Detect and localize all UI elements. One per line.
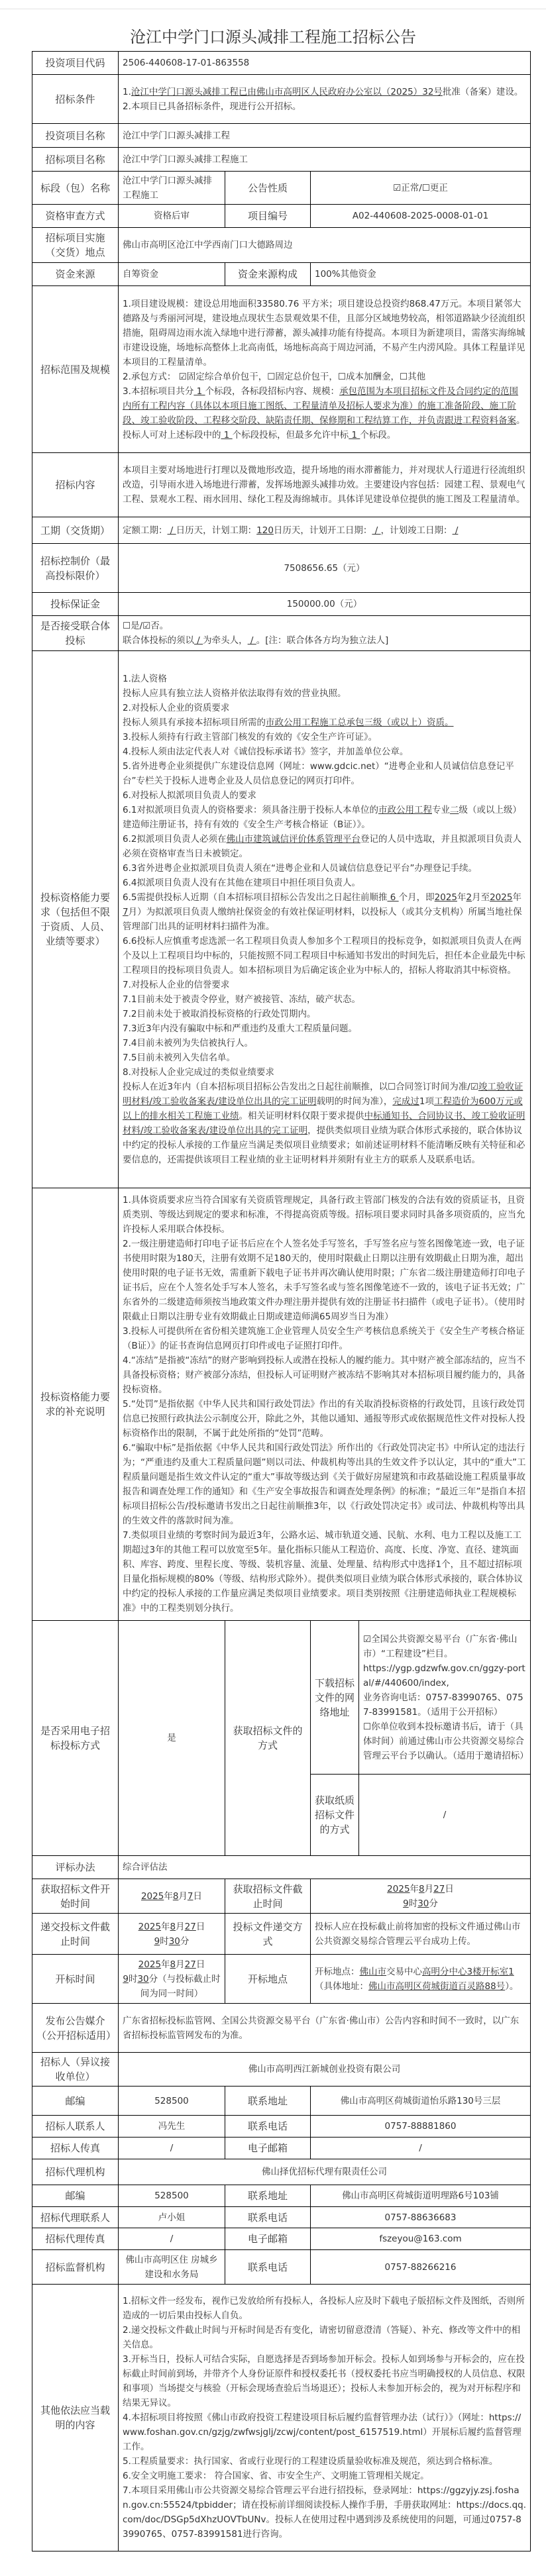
underlined-segment: 9 [123,1973,129,1984]
notice-type-checkboxes: ☑正常/☐更正 [311,172,531,205]
underlined-segment: 二 [449,805,459,815]
label: 投资项目名称 [32,124,119,148]
row-price [32,544,531,593]
text-segment: 。[注：联合体各方均为独立法人] [256,635,389,646]
line [315,1896,526,1911]
row-conditions [32,75,531,124]
paragraph: 3.投标人须持有行政主管部门核发的有效的《安全生产许可证》。 [123,732,378,743]
paragraph: 1.法人资格 [123,674,167,684]
underlined-segment: 1 [193,386,205,397]
value: 0757-88636683 [311,2207,531,2228]
opening-time [119,1955,225,2004]
paragraph [123,85,526,99]
text-segment: 日 [445,1883,454,1894]
label: 公告性质 [225,172,311,205]
email-link[interactable]: fszeyou@163.com [311,2228,531,2250]
paragraph: 1.招标文件一经发布，视作已发放给所有投标人，各投标人应及时下载电子版招标文件及图纸，否则所造成的一切后果由投标人自负。 [123,2296,525,2321]
value: 佛山市高明区荷城街道怡乐路130号三层 [311,2087,531,2116]
paragraph [123,715,526,730]
underlined-segment: 27 [184,1959,196,1970]
value: 佛山市高明区住 房城乡建设和水务局 [119,2250,225,2285]
label: 招标代理联系人 [32,2207,119,2228]
label: 联系电话 [225,2116,311,2138]
paragraph: 2.对投标人企业的资质要求 [123,703,230,713]
label: 电子邮箱 [225,2138,311,2159]
paragraph: 7.类似项目业绩的考察时间为最近3年，公路水运、城市轨道交通、民航、水利、电力工程以及施工工期超过3年的其他工程可以放宽至5年。量化指标只能从工程造价、高度、长度、净宽、直径、建筑面积、库容、跨度、里程长度、等级、装机容量、流量、处理量、结构形式中选择1个，且不超过招标项目量化指标规模的80%（等级、结构形式除外）。提供类似项目业绩为联合体形式承接的，联合体协议中约定的投标人承接的工作量应满足类似项目业绩要求。项目类别按照《注册建造师执业工程规模标准》中的工程类别划分执行。 [123,1530,523,1614]
paper-value: / [443,1810,447,1820]
row-media [32,2004,531,2053]
row-method [32,1856,531,1879]
label: 获取招标文件的方式 [225,1621,311,1856]
line [123,1889,221,1904]
paragraph: 6.“骗取中标”是指依据《中华人民共和国行政处罚法》所作出的《行政处罚决定书》中所认定的违法行为；“严重违约及重大工程质量问题”则以司法、仲裁机构等出具的生效文件予以认定，其中的“重大”工程质量问题是指生效文件认定的“重大”事故等级达到《关于做好房屋建筑和市政基础设施工程质量事故报告和调查处理工作的通知》和《生产安全事故报告和调查处理条例》的标准；“最近三年”是指自本招标项目招标公告/投标邀请书发出之日起往前顺推3年，以《行政处罚决定书》或司法、仲裁机构等出具的生效文件的落款时间为准。 [123,1443,526,1526]
underlined-segment: 8 [172,1890,179,1902]
label: 联系电话 [225,2250,311,2285]
text-segment: 年 [457,892,466,903]
label: 递交投标文件截止时间 [32,1914,119,1955]
underlined-segment: 佛山市建筑诚信评价体系管理平台 [226,834,360,845]
label: 招标内容 [32,453,119,517]
label: 资金来源构成 [225,263,311,286]
paragraph: 7.1目前未处于被责令停业，财产被接管、冻结，破产状态。 [123,994,360,1005]
paragraph [123,633,526,648]
label: 招标人（异议接收单位） [32,2053,119,2087]
start-date [119,1879,225,1914]
label: 投标保证金 [32,593,119,616]
underlined-segment: 市政公用工程 [378,805,432,815]
underlined-segment: 8 [419,1883,425,1894]
paragraph: 4.投标人须由法定代表人对《诚信投标承诺书》签字，并加盖单位公章。 [123,747,409,757]
value [119,517,531,544]
text-segment: 年 [410,1883,419,1894]
text-segment: 个标段。 [360,429,396,440]
row-qualification [32,651,531,1188]
value: 佛山择优招标代理有限责任公司 [119,2159,531,2185]
row-invest-name [32,124,531,148]
label: 电子邮箱 [225,2228,311,2250]
label: 联系地址 [225,2087,311,2116]
paragraph: https://ygp.gdzwfw.gov.cn/ggzy-portal/#/440600/index, [363,1663,525,1688]
text-segment: 。相关证明材料仅限于要求提供 [239,1111,364,1121]
value: 综合评估法 [119,1856,531,1879]
line [123,1957,221,1972]
text-segment: 月）为拟派项目负责人缴纳社保资金的有效社保证明材料，以投标人（或其分支机构）所属当地社保管理部门出具的证明材料扫描件为准。 [123,907,522,932]
underlined-segment: 高明分中心3楼开标室1 [422,1966,514,1977]
value: 沧江中学门口源头减排工程施工 [119,148,531,172]
text-segment: 投标人可对上述标段中的 [123,429,221,440]
underlined-segment: 27 [433,1883,445,1894]
value: 卢小姐 [119,2207,225,2228]
text-segment: 1. [123,86,131,97]
value [119,75,531,124]
underlined-segment: 佛山市 [359,1966,386,1977]
text-segment: 日 [193,1890,203,1902]
text-segment: 6.1对拟派项目负责人的资格要求：须具备注册于投标人本单位的 [123,805,378,815]
value: 佛山市高明区沧江中学西南门口大德路周边 [119,228,531,263]
underlined-segment: / [247,635,256,646]
text-segment: 1项 [419,1096,434,1107]
label: 标段（包）名称 [32,172,119,205]
row-funds [32,263,531,286]
underlined-segment: 竣工验收证明材料/竣工验收备案表/建设单位出具的完工证明 [123,1082,523,1107]
page-title: 沧江中学门口源头减排工程施工招标公告 [130,28,416,46]
paragraph: 1.具体资质要求应当符合国家有关资质管理规定，具备行政主管部门核发的合法有效的资质证书，且资质类别、等级达到规定的要求和标准，不得提高资质等级。招标项目要求同时具备多项资质的，应当允许投标人采用联合体投标。 [123,1195,525,1235]
text-segment: 分 [429,1898,438,1909]
text-segment: 6.5需提供投标人近期（自本招标项目招标公告发出之日起往前顺推 [123,892,388,903]
underlined-segment: 2025 [434,892,457,903]
row-location [32,228,531,263]
text-segment: 分 [180,1935,190,1947]
text-segment: 时 [160,1935,169,1947]
paragraph: 业务咨询电话：0757-83990765、0757-83991581。（适用于公开招标） [363,1692,523,1718]
paragraph: ☐是/☑否。 [123,621,169,631]
paragraph: 6.6投标人应慎重考虑选派一名工程项目负责人参加多个工程项目的投标竞争，如拟派项目负责人在两个及以上工程项目均中标的，只能按照不同工程项目中标通知书发出的时间先后，担任本企业最先中标工程项目的投标项目负责人。如本招标项目为后确定该企业为中标人的，招标人将取消其中标资格。 [123,936,525,976]
paragraph [123,1080,526,1167]
text-segment: 级（或以上级）建造师注册证书，持有有效的《安全生产考核合格证（B证）》。 [123,805,521,830]
text-segment: 专业 [431,805,450,815]
underlined-segment: 完成过 [392,1096,419,1107]
deadline [119,1914,225,1955]
text-segment: （具体地址： [315,1981,368,1992]
line [315,1882,526,1896]
label: 招标项目实施（交货）地点 [32,228,119,263]
underlined-segment: / [452,525,459,536]
underlined-segment: 2025 [138,1921,162,1932]
label: 邮编 [32,2087,119,2116]
underlined-segment: 8 [170,1959,176,1970]
row-section [32,172,531,205]
label: 开标地点 [225,1955,311,2004]
paragraph: 8.对投标人企业完成过的类似业绩要求 [123,1067,274,1078]
paragraph: 4.“冻结”是指被“冻结”的财产影响到投标人或潜在投标人的履约能力。其中财产被全部冻结的，应当不具备投标资格；财产被部分冻结，但投标人可证明财产被冻结不影响其对本招标项目履约能力的，具备投标资格。 [123,1355,525,1395]
row-submit [32,1914,531,1955]
label: 招标代理传真 [32,2228,119,2250]
underlined-segment: 中标通知书、合同协议书、竣工验收证明材料/竣工验收备案表/建设单位出具的完工证明 [123,1111,525,1136]
paragraph: 5.省外进粤企业须提供广东建设信息网（网址：www.gdcic.net）“进粤企业和人员诚信信息登记平台”专栏关于投标人进粤企业及人员信息登记的网页打印件。 [123,761,514,786]
paragraph: 4.本招标项目将按照《佛山市政府投资工程建设项目标后履约监督管理办法（试行）》（网址：https://www.foshan.gov.cn/gzjg/zwfwsjglj/zcwj/content/post_6157519.html）开展标后履约监督管理工作。 [123,2412,521,2452]
text-segment: ，计划竣工日期： [380,525,453,536]
underlined-segment: 30 [168,1935,180,1947]
tender-notice-table [32,51,531,2551]
value: 528500 [119,2185,225,2207]
value: 广东省招标投标监管网、全国公共资源交易平台（广东省·佛山市）公告内容和时间不一致时，以广东省招标投标监管网发布的为准。 [119,2004,531,2053]
text-segment: 定额工期： [123,525,168,536]
row-deposit [32,593,531,616]
value: 2506-440608-17-01-863558 [119,52,531,75]
opening-place [311,1955,531,2004]
paragraph [123,803,526,832]
row-agency-contact [32,2207,531,2228]
text-segment: 个标段投标，但最多允许中标 [232,429,349,440]
paragraph: 3.开标当日，投标人可结合实际，自愿选择是否到场参加开标会。投标人如到场参与开标会的，应在投标截止时间前到场，并带齐个人身份证原件和授权委托书（授权委托书应当明确授权的人员信息、权限和事项）当场提交与核验（开标会现场查验后当场退还）；投标人未参加开标会的，视为对开标程序和结果无异议。 [123,2354,525,2408]
row-agency-zip [32,2185,531,2207]
paragraph: 2.递交投标文件截止时间与开标时间是否有变化，请密切留意澄清（答疑）、补充、修改等文件中的相关信息。 [123,2325,521,2350]
label: 获取招标文件截止时间 [225,1879,311,1914]
paragraph: ☑全国公共资源交易平台（广东省·佛山市）“工程建设”栏目。 [363,1633,518,1659]
text-segment: 月至 [472,892,490,903]
underlined-segment: 8 [170,1921,176,1932]
underlined-segment: 30 [137,1973,149,1984]
line [123,1972,221,2001]
label: 邮编 [32,2185,119,2207]
value: 沧江中学门口源头减排工程施工 [119,172,225,205]
value [119,286,531,453]
text-segment: 分（与投标截止时间为同一时间） [140,1973,221,1999]
text-segment: 年 [161,1959,170,1970]
paragraph: 7.本项目采用佛山市公共资源交易综合管理云平台进行招投标，登录网址：https://ggzyjy.zsj.foshan.gov.cn:55524/tpbidder；请在投标前详细阅读投标人操作手册，手册获取网址：https://docs.qq.com/doc/DSGp5dXhzUOVTbUNv。投标人在使用过程中遇到涉及系统使用的问题，可通过0757-83990765、0757-83991581进行咨询。 [123,2485,527,2540]
paragraph: 7.5目前未被列入失信名单。 [123,1053,235,1063]
value: 自筹资金 [119,263,225,286]
paragraph: 6.安全文明施工要求： 符合国家、省、市安全生产、文明施工管理相关规定。 [123,2471,429,2481]
row-opening [32,1955,531,2004]
value: 是 [119,1621,225,1856]
paragraph: ☐你单位收到本投标邀请书后，请于（具体时间）前通过佛山市公共资源交易综合管理云平台予以确认。（适用于邀请招标） [363,1721,529,1761]
label: 获取招标文件开始时间 [32,1879,119,1914]
paragraph: 6.4拟派项目负责人没有在其他在建项目中担任项目负责人。 [123,878,360,888]
value [119,2285,531,2551]
label: 招标项目名称 [32,148,119,172]
label: 评标办法 [32,1856,119,1879]
underlined-segment: / [194,635,203,646]
label: 其他依法应当载明的内容 [32,2285,119,2551]
paragraph: 7.对投标人企业的信誉要求 [123,980,230,990]
underlined-segment: 27 [184,1921,196,1932]
underlined-segment: 9 [154,1935,160,1947]
text-segment: 批准（备案）建设。 [442,86,523,97]
paragraph: 5.工程质量要求：执行国家、省或行业现行的工程建设质量验收标准及规范，须达到合格标准。 [123,2456,498,2467]
row-tenderer-zip [32,2087,531,2116]
underlined-segment: 2025 [387,1883,410,1894]
underlined-segment: / [167,525,176,536]
value: 本项目主要对场地进行打理以及微地形改造，提升场地的雨水滞蓄能力，并对现状人行道进行径流组织改造，引导雨水进入场地进行滞蓄，发挥场地源头减排功效。主要建设内容包括：园建工程、景观电气工程、景观水工程、雨水回用、绿化工程及海绵城市。具体详见建设单位提供的施工图及工程量清单。 [119,453,531,517]
row-supervisor [32,2250,531,2285]
value: 0757-88881860 [311,2116,531,2138]
text-segment: ）。 [505,1981,519,1992]
row-period [32,517,531,544]
download-label: 下载招标文件的网络地址 [311,1621,359,1774]
text-segment: 登记的人员中选取，并且拟派项目负责人必须在资格审查当日未被锁定。 [123,834,521,859]
row-get-time [32,1879,531,1914]
label: 招标人传真 [32,2138,119,2159]
paragraph: 7.3近3年内没有骗取中标和严重违约及重大工程质量问题。 [123,1023,358,1034]
row-tender-name [32,148,531,172]
paragraph: 3.投标人可提供所在省份相关建筑施工企业管理人员安全生产考核信息系统关于《安全生产考核合格证（B证）》的证书查询信息网页打印件或电子证照打印件。 [123,1326,525,1351]
value: 150000.00（元） [119,593,531,616]
label: 工期（交货期） [32,517,119,544]
row-electronic [32,1621,531,1775]
text-segment: 日 [195,1959,205,1970]
underlined-segment: 1 [221,429,233,440]
label: 联系地址 [225,2185,311,2207]
underlined-segment: 7 [187,1890,193,1902]
text-segment: 年 [161,1921,170,1932]
value: 7508656.65（元） [119,544,531,593]
underlined-segment: 2 [466,892,472,903]
value: 0757-88266216 [311,2250,531,2285]
row-tenderer-contact [32,2116,531,2138]
text-segment: 交易中心 [386,1966,422,1977]
label: 招标监督机构 [32,2250,119,2285]
underlined-segment: 沧江中学门口源头减排工程已由佛山市高明区人民政府办公室以（2025）32号 [131,86,443,97]
paragraph [123,832,526,861]
row-content [32,453,531,517]
text-segment: 日历天，计划工期： [176,525,257,536]
underlined-segment: 2025 [490,892,513,903]
text-segment: 月 [176,1921,185,1932]
value: 528500 [119,2087,225,2116]
row-consortium [32,616,531,651]
underlined-segment: 9 [403,1898,409,1909]
text-segment: ，提供类似项目业绩为联合体形式承接的，联合体协议中约定的投标人承接的工作量应当满足类似项目业绩要求；如前述证明材料不能清晰反映有关特征和必要信息的，还需提供该项目工程业绩的业主证明材料并须附有业主方的联系人及联系电话。 [123,1125,525,1165]
value: / [311,2138,531,2159]
label: 开标时间 [32,1955,119,2004]
label: 联系电话 [225,2207,311,2228]
underlined-segment: 6 [387,892,399,903]
underlined-segment: / [372,525,381,536]
project-number: A02-440608-2025-0008-01-01 [311,205,531,228]
paragraph [123,523,526,538]
row-tenderer [32,2053,531,2087]
value: / [119,2228,225,2250]
row-code [32,52,531,75]
underlined-segment: 市政公用工程施工总承包三级（或以上）资质。 [266,717,454,728]
text-segment: 日历天，计划开工日期： [273,525,372,536]
text-segment: 开标地点： [315,1966,360,1977]
value [119,1188,531,1621]
text-segment: 月 [178,1890,188,1902]
paragraph: 7.2目前未处于被取消投标资格的行政处罚期内。 [123,1009,316,1019]
label: 发布公告媒介（公开招标适用） [32,2004,119,2053]
text-segment: 时 [128,1973,138,1984]
label: 投资项目代码 [32,52,119,75]
text-segment: 日 [195,1921,205,1932]
text-segment: 6.2拟派项目负责人必须在 [123,834,227,845]
underlined-segment: 工程造价为600万元或以上的排水相关工程施工业绩 [123,1096,523,1121]
label: 资金来源 [32,263,119,286]
paragraph: 6.对投标人拟派项目负责人的要求 [123,790,256,801]
value [119,651,531,1188]
row-scope [32,286,531,453]
line [315,1965,526,1994]
text-segment: 载明的时间为准）， [316,1096,393,1107]
paragraph: 5.“处罚”是指依据《中华人民共和国行政处罚法》作出的有关取消投标资格的行政处罚，且该行政处罚信息已按照行政执法公示制度公开，除此之外，其他以通知、通报等形式或依据规范性文件对投标人投标资格作出的限制，不属于此处所指的“处罚”范畴。 [123,1399,525,1439]
line [123,1934,221,1949]
value: 冯先生 [119,2116,225,2138]
underlined-segment: 1 [349,429,360,440]
text-segment: 联合体投标的须以 [123,635,194,646]
underlined-segment: 2025 [138,1959,162,1970]
underlined-segment: 2025 [140,1890,164,1902]
text-segment: 年 [164,1890,173,1902]
value: 佛山市高明西江新城创业投资有限公司 [119,2053,531,2087]
paragraph [123,384,526,428]
value: / [119,2138,225,2159]
text-segment: 个标段，各标段招标内容、规模： [205,386,340,397]
download-info [359,1621,530,1774]
paragraph [123,428,526,442]
row-agency [32,2159,531,2185]
text-segment: 投标人在近3年内（自本招标项目招标公告发出之日起往前顺推，以☐合同签订时间为准/☑ [123,1082,478,1092]
text-segment: 月 [176,1959,185,1970]
value [119,616,531,651]
line [123,1920,221,1934]
label: 招标控制价（最高投标限价） [32,544,119,593]
paragraph: 2.承包方式： ☑固定综合单价包干，☐固定总价包干，☐成本加酬金，☐其他 [123,371,426,382]
label: 投标文件递交方式 [225,1914,311,1955]
underlined-segment: 30 [417,1898,429,1909]
value: 佛山市高明区荷城街道明理路6号103铺 [311,2185,531,2207]
row-tenderer-fax [32,2138,531,2159]
text-segment: 为牵头人， [203,635,248,646]
paragraph: 6.3省外进粤企业拟派项目负责人须在“进粤企业和人员诚信信息登记平台”办理登记手续。 [123,863,477,874]
label: 投标资格能力要求的补充说明 [32,1188,119,1621]
paper-label: 获取纸质招标文件的方式 [311,1775,359,1855]
label: 是否采用电子招标投标方式 [32,1621,119,1856]
row-review [32,205,531,228]
label: 资格审查方式 [32,205,119,228]
paragraph: 2.一级注册建造师打印电子证书后应在个人签名处手写签名，手写签名应与签名图像笔迹一致，电子证书使用时限为180天，注册有效期不足180天的，使用时限截止日期以注册有效期截止日期为准，超出使用时限的电子证书无效，需重新下载电子证书并再次确认使用时限；广东省二级注册建造师打印电子证书后，应在个人签名处手写本人签名，未手写签名或与签名图像笔迹不一致的，该电子证书无效；广东省外的二级建造师须按当地政策文件办理注册并提供有效的注册证书扫描件（或电子证书）。（使用时限截止日期以注册专业有效期截止日期或建造师满65周岁当日为准） [123,1239,525,1322]
underlined-segment: 120 [256,525,274,536]
underlined-segment: 佛山市高明区荷城街道百灵路88号 [368,1981,506,1992]
value: 100%其他资金 [311,263,531,286]
label: 项目编号 [225,205,311,228]
label: 招标范围及规模 [32,286,119,453]
text-segment: 个月，即 [398,892,435,903]
value: 资格后审 [119,205,225,228]
text-segment: 。 [516,415,525,426]
paragraph: 投标人应具有独立法人资格并依法取得有效的营业执照。 [123,688,347,699]
paragraph: 1.项目建设规模：建设总用地面积33580.76 平方米；项目建设总投资约868.47万元。本项目紧邻大德路及与秀丽河河堤，建设地点现状生态景观效果不佳，且部分区域地势较高，相邻道路缺少径流组织措施，阻碍周边雨水流入绿地中进行滞蓄，源头减排功能有待提高。本项目为新建项目，需落实海绵城市建设设施，场地标高整体上北高南低，场地标高高于周边河涌，不易产生内涝风险。具体工程量详见本项目的工程量清单。 [123,298,525,368]
row-supplement [32,1188,531,1621]
label: 是否接受联合体投标 [32,616,119,651]
row-agency-fax [32,2228,531,2250]
label: 投标资格能力要求（包括但不限于资质、人员、业绩等要求） [32,651,119,1188]
label: 招标人联系人 [32,2116,119,2138]
text-segment: 月 [424,1883,434,1894]
text-segment: 投标人须具有承接本招标项目所需的 [123,717,266,728]
end-date [311,1879,531,1914]
text-segment: 年 [512,892,521,903]
value: 投标人应在投标截止前将加密的投标文件通过佛山市公共资源交易综合管理云平台成功上传。 [311,1914,531,1955]
underlined-segment: 承包范围为本项目招标文件及合同约定的范围内所有工程内容（具体以本项目施工图纸、工程量清单及招标人要求为准）的施工准备阶段、施工阶段、竣工验收阶段、工程移交阶段、缺陷责任期、保修期和工程结算工作，并负责跟进工程资料备案 [123,386,519,426]
label: 招标代理机构 [32,2159,119,2185]
label: 招标条件 [32,75,119,124]
value: 沧江中学门口源头减排工程 [119,124,531,148]
row-other [32,2285,531,2551]
text-segment: 时 [408,1898,418,1909]
paragraph: 7.4目前未被列为失信被执行人。 [123,1038,253,1049]
paragraph: 2.本项目已具备招标条件，现进行公开招标。 [123,101,301,112]
underlined-segment: 7 [123,907,129,917]
paragraph [123,890,526,934]
text-segment: 3.本招标项目共分 [123,386,194,397]
